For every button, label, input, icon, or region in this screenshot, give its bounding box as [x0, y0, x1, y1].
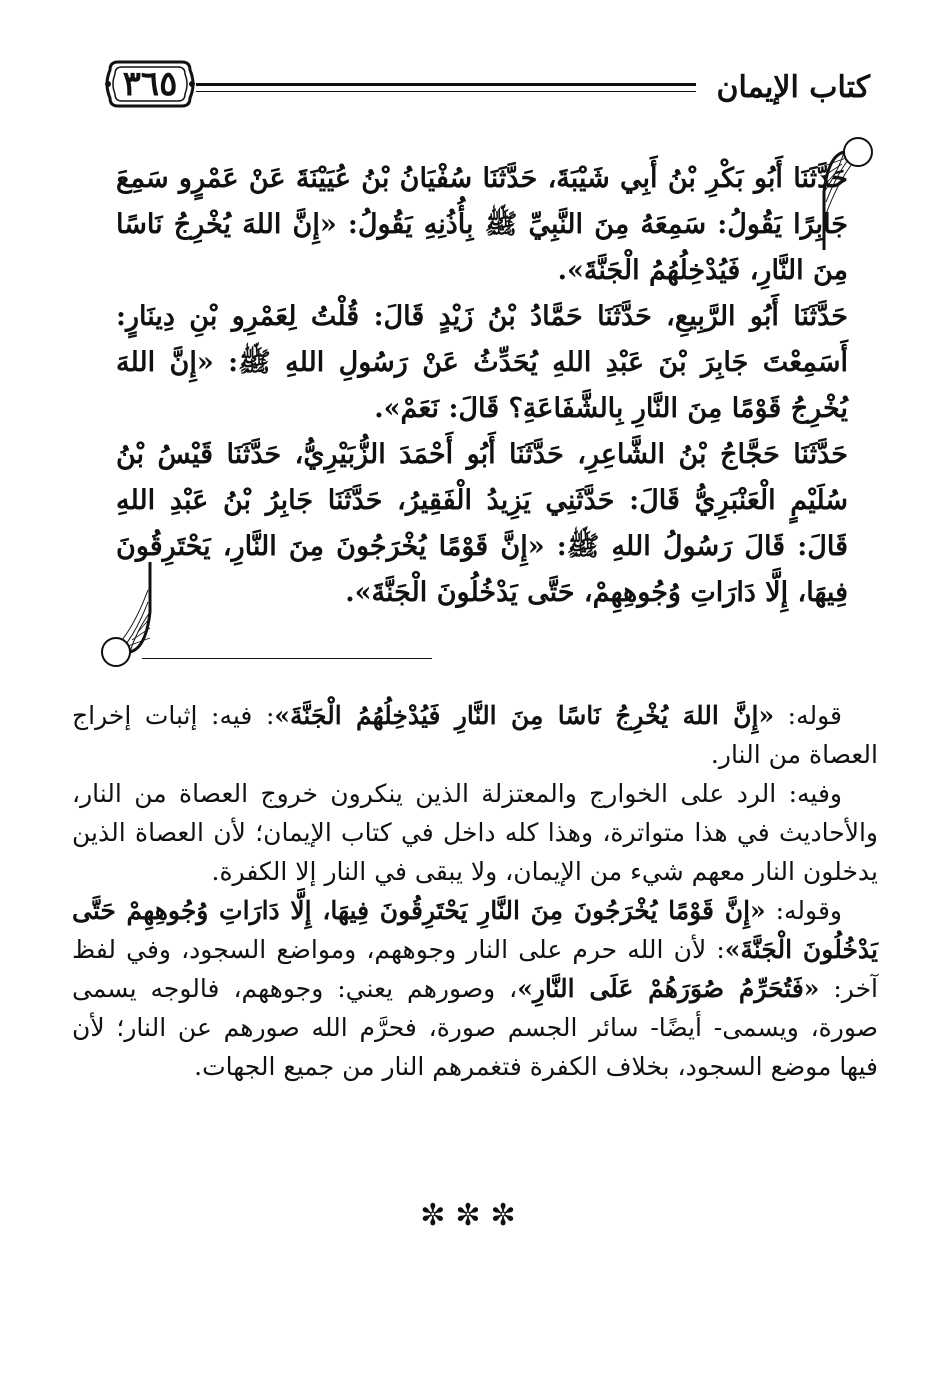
- frame-bottom-rule: [142, 658, 432, 659]
- commentary-text: : فيه: إثبات إخراج العصاة من النار.: [72, 701, 878, 769]
- commentary-lead: قوله:: [774, 701, 842, 730]
- header-rule: [196, 83, 696, 86]
- commentary-paragraph: [72, 696, 878, 774]
- commentary-paragraph: [72, 891, 878, 1086]
- commentary-text: ، وصورهم يعني: وجوههم، فالوجه يسمى صورة، ويسمى- أيضًا- سائر الجسم صورة، فحرَّم الله صورهم عن النار؛ لأن فيها موضع السجود، بخلاف الكفرة فتغمرهم النار من جميع الجهات.: [72, 974, 878, 1081]
- section-end-ornament: ✼✼✼: [420, 1198, 526, 1233]
- page-number: ٣٦٥: [122, 64, 178, 104]
- commentary-text: وفيه: الرد على الخوارج والمعتزلة الذين ينكرون خروج العصاة من النار، والأحاديث في هذا متواترة، وهذا كله داخل في كتاب الإيمان؛ لأن العصاة الذين يدخلون النار معهم شيء من الإيمان، ولا يبقى في النار إلا الكفرة.: [72, 779, 878, 886]
- page-number-badge: [104, 56, 196, 112]
- page-header: [0, 0, 946, 130]
- commentary-lead: وقوله:: [765, 896, 842, 925]
- hadith-quote: «إِنَّ اللهَ يُخْرِجُ نَاسًا مِنَ النَّارِ فَيُدْخِلُهُمُ الْجَنَّةَ»: [274, 701, 775, 730]
- hadith-text-block: [116, 156, 848, 616]
- commentary-paragraph: [72, 774, 878, 891]
- hadith-paragraph: حَدَّثَنَا أَبُو بَكْرِ بْنُ أَبِي شَيْبَةَ، حَدَّثَنَا سُفْيَانُ بْنُ عُيَيْنَةَ عَنْ عَمْرٍو سَمِعَ جَابِرًا يَقُولُ: سَمِعَهُ مِنَ النَّبِيِّ ﷺ بِأُذُنِهِ يَقُولُ: «إِنَّ اللهَ يُخْرِجُ نَاسًا مِنَ النَّارِ، فَيُدْخِلُهُمُ الْجَنَّةَ».: [116, 163, 848, 286]
- book-title: كتاب الإيمان: [716, 70, 870, 105]
- commentary-text: : لأن الله حرم على النار وجوههم، ومواضع السجود، وفي لفظ آخر:: [72, 935, 878, 1003]
- hadith-quote: «فَتُحَرِّمُ صُوَرَهُمْ عَلَى النَّارِ»: [517, 974, 820, 1003]
- header-rule-thin: [196, 91, 696, 92]
- hadith-paragraph: حَدَّثَنَا حَجَّاجُ بْنُ الشَّاعِرِ، حَدَّثَنَا أَبُو أَحْمَدَ الزُّبَيْرِيُّ، حَدَّثَنَا قَيْسُ بْنُ سُلَيْمٍ الْعَنْبَرِيُّ قَالَ: حَدَّثَنِي يَزِيدُ الْفَقِيرُ، حَدَّثَنَا جَابِرُ بْنُ عَبْدِ اللهِ قَالَ: قَالَ رَسُولُ اللهِ ﷺ: «إِنَّ قَوْمًا يُخْرَجُونَ مِنَ النَّارِ، يَحْتَرِقُونَ فِيهَا، إِلَّا دَارَاتِ وُجُوهِهِمْ، حَتَّى يَدْخُلُونَ الْجَنَّةَ».: [116, 439, 848, 608]
- commentary-block: [72, 696, 878, 1086]
- hadith-quote: «إِنَّ قَوْمًا يُخْرَجُونَ مِنَ النَّارِ يَحْتَرِقُونَ فِيهَا، إِلَّا دَارَاتِ وُجُوهِهِمْ حَتَّى يَدْخُلُونَ الْجَنَّةَ»: [72, 896, 879, 964]
- hadith-paragraph: حَدَّثَنَا أَبُو الرَّبِيعِ، حَدَّثَنَا حَمَّادُ بْنُ زَيْدٍ قَالَ: قُلْتُ لِعَمْرِو بْنِ دِينَارٍ: أَسَمِعْتَ جَابِرَ بْنَ عَبْدِ اللهِ يُحَدِّثُ عَنْ رَسُولِ اللهِ ﷺ: «إِنَّ اللهَ يُخْرِجُ قَوْمًا مِنَ النَّارِ بِالشَّفَاعَةِ؟ قَالَ: نَعَمْ».: [116, 301, 848, 424]
